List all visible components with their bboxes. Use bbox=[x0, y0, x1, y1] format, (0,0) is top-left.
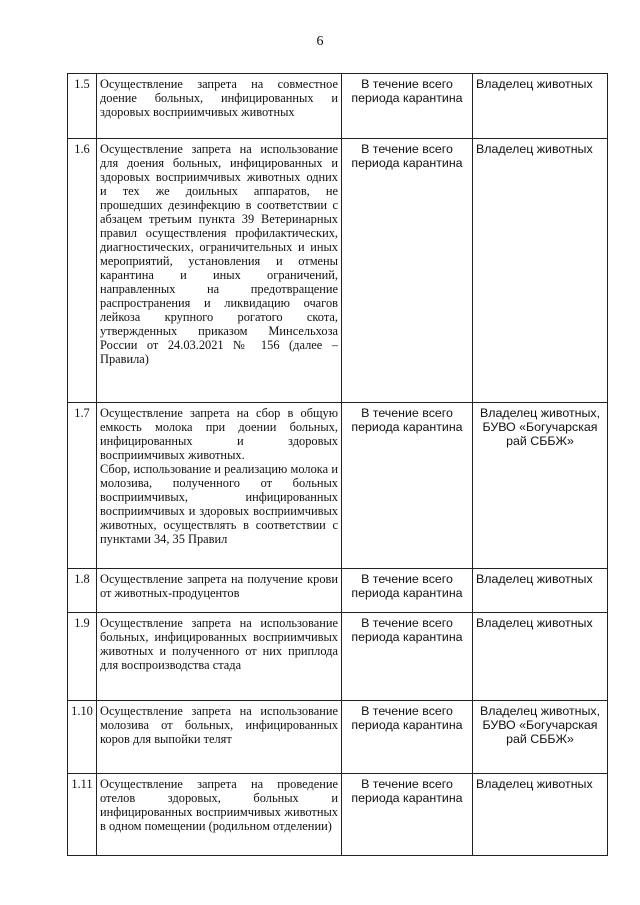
page-number: 6 bbox=[316, 34, 324, 49]
measure-description: Осуществление запрета на получение крови от животных-продуцентов bbox=[97, 569, 342, 613]
row-number: 1.7 bbox=[68, 403, 97, 569]
measures-table bbox=[67, 73, 608, 856]
table-row bbox=[68, 139, 608, 403]
measure-description: Осуществление запрета на использование больных, инфицированных восприимчивых животных и полученного от них приплода для воспроизводства стада bbox=[97, 613, 342, 701]
measure-description-part-1: Осуществление запрета на сбор в общую емкость молока при доении больных, инфицированных и здоровых восприимчивых животных. bbox=[100, 406, 338, 462]
table-row bbox=[68, 74, 608, 139]
measure-description: Осуществление запрета на совместное доение больных, инфицированных и здоровых восприимчивых животных bbox=[97, 74, 342, 139]
table-row bbox=[68, 701, 608, 774]
row-number: 1.11 bbox=[68, 774, 97, 856]
row-number: 1.5 bbox=[68, 74, 97, 139]
table-row bbox=[68, 613, 608, 701]
measure-description bbox=[97, 403, 342, 569]
measure-term: В течение всего периода карантина bbox=[342, 701, 473, 774]
measure-term: В течение всего периода карантина bbox=[342, 774, 473, 856]
measure-term: В течение всего периода карантина bbox=[342, 569, 473, 613]
measure-responsible: Владелец животных bbox=[473, 569, 608, 613]
measure-term: В течение всего периода карантина bbox=[342, 139, 473, 403]
row-number: 1.8 bbox=[68, 569, 97, 613]
row-number: 1.6 bbox=[68, 139, 97, 403]
measure-description: Осуществление запрета на использование молозива от больных, инфицированных коров для выпойки телят bbox=[97, 701, 342, 774]
measure-responsible: Владелец животных bbox=[473, 774, 608, 856]
measure-term: В течение всего периода карантина bbox=[342, 74, 473, 139]
measure-description: Осуществление запрета на проведение отелов здоровых, больных и инфицированных восприимчивых животных в одном помещении (родильном отделении) bbox=[97, 774, 342, 856]
table-row bbox=[68, 774, 608, 856]
measure-responsible: Владелец животных, БУВО «Богучарская рай СББЖ» bbox=[473, 403, 608, 569]
measure-term: В течение всего периода карантина bbox=[342, 613, 473, 701]
measure-responsible: Владелец животных, БУВО «Богучарская рай СББЖ» bbox=[473, 701, 608, 774]
table-row bbox=[68, 569, 608, 613]
table-row bbox=[68, 403, 608, 569]
measure-responsible: Владелец животных bbox=[473, 139, 608, 403]
measure-description-part-2: Сбор, использование и реализацию молока и молозива, полученного от больных восприимчивых, инфицированных восприимчивых и здоровых восприимчивых животных, осуществлять в соответствии с пунктами 34, 35 Правил bbox=[100, 462, 338, 546]
measure-responsible: Владелец животных bbox=[473, 74, 608, 139]
measure-responsible: Владелец животных bbox=[473, 613, 608, 701]
measure-description: Осуществление запрета на использование для доения больных, инфицированных и здоровых восприимчивых животных одних и тех же доильных аппаратов, не прошедших дезинфекцию в соответствии с абзацем третьим пункта 39 Ветеринарных правил осуществления профилактических, диагностических, ограничительных и иных мероприятий, установления и отмены карантина и иных ограничений, направленных на предотвращение распространения и ликвидацию очагов лейкоза крупного рогатого скота, утвержденных приказом Минсельхоза России от 24.03.2021 № 156 (далее – Правила) bbox=[97, 139, 342, 403]
row-number: 1.10 bbox=[68, 701, 97, 774]
measure-term: В течение всего периода карантина bbox=[342, 403, 473, 569]
row-number: 1.9 bbox=[68, 613, 97, 701]
